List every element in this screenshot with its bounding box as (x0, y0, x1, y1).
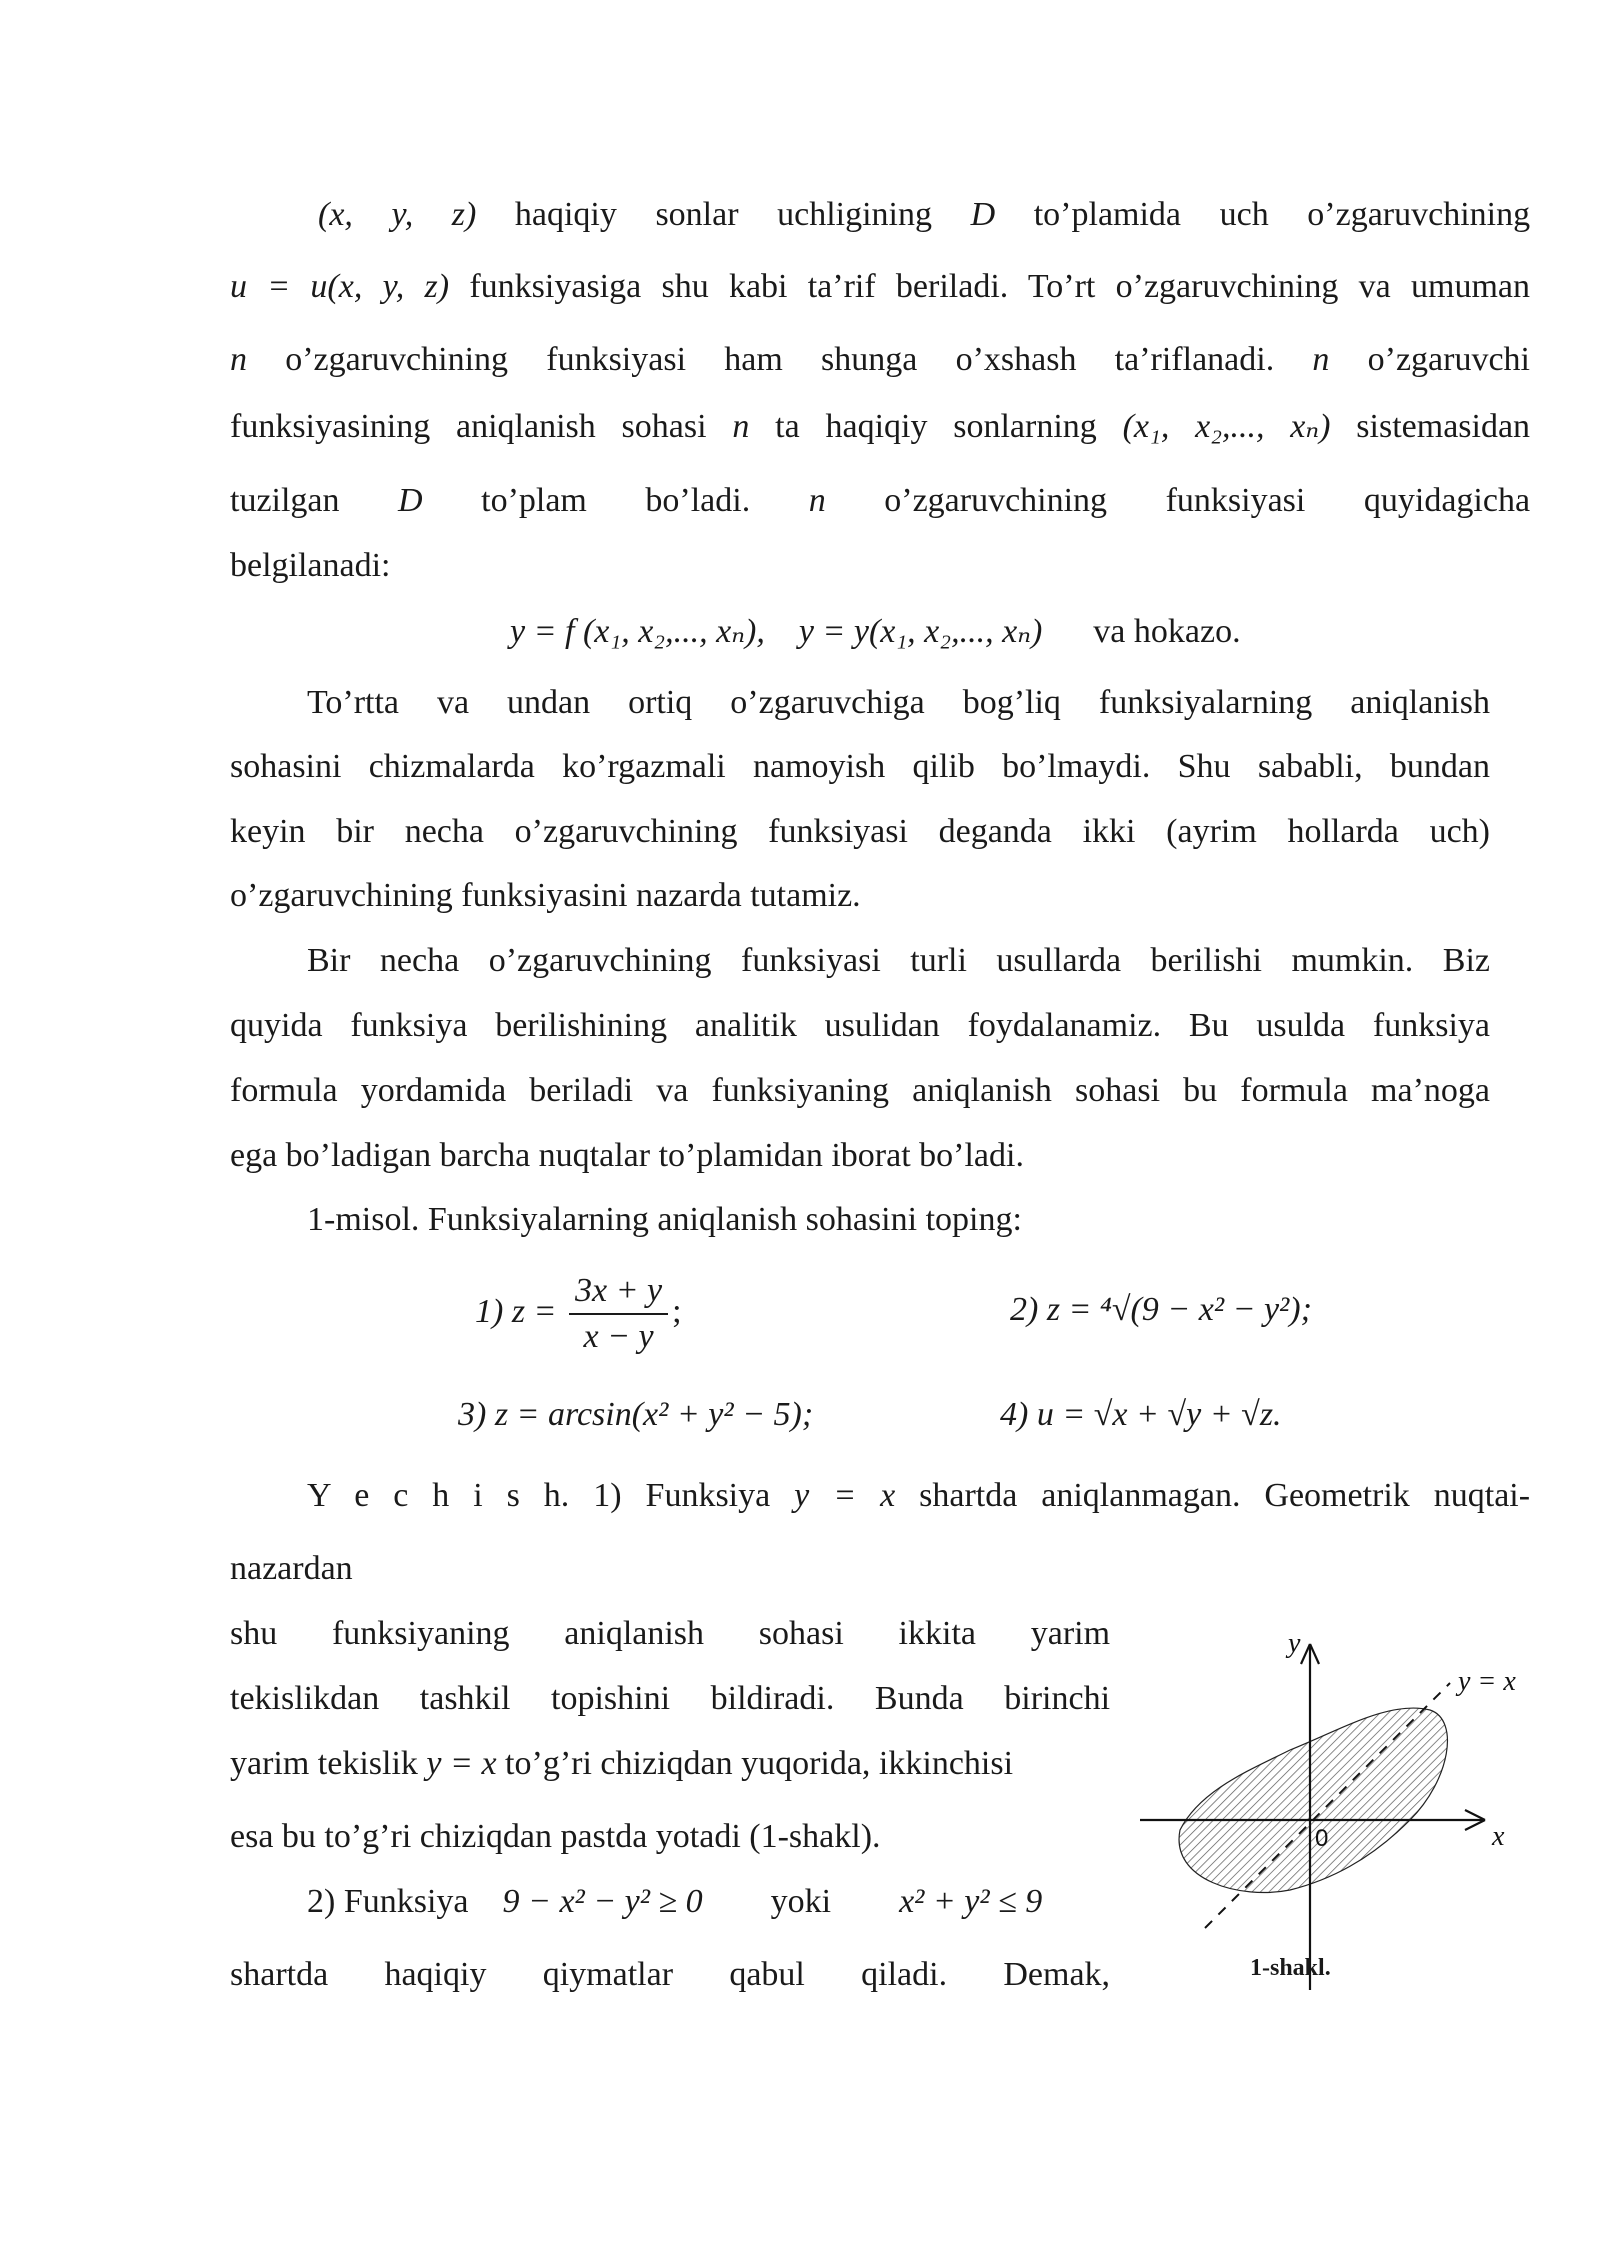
p3-line-4: ega bo’ladigan barcha nuqtalar to’plamidan iborat bo’ladi. (230, 1137, 1024, 1174)
word: yoki (770, 1883, 832, 1920)
p2-line-3: keyin bir necha o’zgaruvchining funksiyasi deganda ikki (ayrim hollarda uch) (230, 813, 1490, 850)
inequality-1: 9 − x² − y² ≥ 0 (502, 1883, 703, 1920)
solution-line-5 (230, 1744, 1110, 1784)
word: tuzilgan (230, 482, 340, 519)
word: o’zgaruvchining (1307, 196, 1531, 233)
p1-line-4 (230, 407, 1530, 447)
word: funksiyasi (1165, 482, 1306, 519)
p1-line-1 (318, 195, 1530, 235)
word: to’plamida (1033, 196, 1182, 233)
p3-line-3: formula yordamida beriladi va funksiyaning aniqlanish sohasi bu formula ma’noga (230, 1072, 1490, 1109)
set-d: D (398, 482, 423, 519)
word: shu (230, 1615, 278, 1652)
text-run: 1) Funksiya (593, 1477, 771, 1514)
word: aniqlanish (564, 1615, 705, 1652)
inequality-2: x² + y² ≤ 9 (899, 1883, 1043, 1920)
word: Demak, (1003, 1956, 1111, 1993)
equation-y-eq-x: y = x (426, 1745, 497, 1782)
p1-line-6: belgilanadi: (230, 547, 391, 584)
text-run: 2) Funksiya (307, 1883, 469, 1920)
p1-line-5 (230, 481, 1530, 521)
p2-line-2: sohasini chizmalarda ko’rgazmali namoyish qilib bo’lmaydi. Shu sababli, bundan (230, 748, 1490, 785)
word: o’xshash (955, 341, 1077, 378)
task-1-fraction (569, 1269, 668, 1359)
formula-y: y = y(x₁, x₂,..., xₙ) (798, 613, 1043, 650)
function-u: u = u(x, y, z) (230, 268, 450, 305)
text-run: yarim tekislik (230, 1745, 418, 1782)
solution-line-3 (230, 1614, 1110, 1654)
figure-caption: 1-shakl. (1250, 1955, 1331, 1981)
task-1-suffix: ; (672, 1293, 682, 1330)
axis-y-label: y (1288, 1630, 1301, 1659)
word: uch (1219, 196, 1269, 233)
word: o’zgaruvchi (1367, 341, 1531, 378)
tuple-x: (x₁, x₂,..., xₙ) (1122, 408, 1331, 445)
formula-tail: va hokazo. (1093, 613, 1241, 650)
word: qiladi. (861, 1956, 948, 1993)
word: yarim (1030, 1615, 1111, 1652)
word: Bunda (874, 1680, 964, 1717)
word: haqiqiy (384, 1956, 487, 1993)
equation-y-eq-x: y = x (794, 1477, 896, 1514)
word: o’zgaruvchining (285, 341, 509, 378)
text-run: haqiqiy sonlarning (825, 408, 1097, 445)
word: topishini (551, 1680, 671, 1717)
word: uchligining (777, 196, 933, 233)
solution-line-6: esa bu to’g’ri chiziqdan pastda yotadi (1-shakl). (230, 1818, 881, 1855)
word: o’zgaruvchining (884, 482, 1108, 519)
fraction-numerator: 3x + y (569, 1269, 668, 1315)
word: ham (724, 341, 783, 378)
line-label-y-eq-x: y = x (1458, 1666, 1516, 1697)
text-run: shartda aniqlanmagan. Geometrik nuqtai- (919, 1477, 1531, 1514)
formula-main (510, 612, 1410, 652)
word: funksiyasi (546, 341, 687, 378)
word: ta’riflanadi. (1114, 341, 1275, 378)
p3-line-2: quyida funksiya berilishining analitik usulidan foydalanamiz. Bu usulda funksiya (230, 1007, 1490, 1044)
var-n: n (732, 408, 750, 445)
word: haqiqiy (514, 196, 617, 233)
word: ikkita (898, 1615, 976, 1652)
text-run: to’g’ri chiziqdan yuqorida, ikkinchisi (505, 1745, 1014, 1782)
var-n: n (1312, 341, 1330, 378)
solution-line-2: nazardan (230, 1550, 353, 1587)
origin-label: 0 (1315, 1825, 1329, 1852)
var-n: n (230, 341, 247, 378)
word: sohasi (758, 1615, 844, 1652)
solution-line-1 (307, 1476, 1530, 1516)
figure-1-shakl (1140, 1630, 1540, 2000)
p2-line-1: To’rtta va undan ortiq o’zgaruvchiga bog’liq funksiyalarning aniqlanish (307, 684, 1490, 721)
task-2: 2) z = ⁴√(9 − x² − y²); (1010, 1291, 1312, 1328)
formula-f: y = f (x₁, x₂,..., xₙ), (510, 613, 765, 650)
p2-line-4: o’zgaruvchining funksiyasini nazarda tutamiz. (230, 877, 861, 914)
p1-line-2 (230, 267, 1530, 307)
task-1-prefix: 1) z = (475, 1293, 557, 1330)
word: qiymatlar (542, 1956, 674, 1993)
word: tashkil (419, 1680, 511, 1717)
tuple-xyz: (x, y, z) (318, 196, 477, 233)
var-n: n (808, 482, 826, 519)
p3-line-1: Bir necha o’zgaruvchining funksiyasi turli usullarda berilishi mumkin. Biz (307, 942, 1490, 979)
solution-label: Y e c h i s h. (307, 1477, 570, 1514)
word: bildiradi. (710, 1680, 835, 1717)
solution-line-4 (230, 1679, 1110, 1719)
word: tekislikdan (230, 1680, 380, 1717)
task-3: 3) z = arcsin(x² + y² − 5); (458, 1396, 814, 1433)
text-run: funksiyasiga shu kabi ta’rif beriladi. To’rt o’zgaruvchining va umuman (469, 268, 1530, 305)
word: birinchi (1004, 1680, 1111, 1717)
task-4: 4) u = √x + √y + √z. (1000, 1396, 1282, 1433)
word: shunga (821, 341, 918, 378)
word: quyidagicha (1363, 482, 1531, 519)
word: sistemasidan (1356, 408, 1531, 445)
word: shartda (230, 1956, 329, 1993)
task-1 (475, 1262, 875, 1362)
set-d: D (970, 196, 996, 233)
word: to’plam (481, 482, 587, 519)
text-run: funksiyasining aniqlanish sohasi (230, 408, 707, 445)
solution-line-7 (307, 1882, 1110, 1922)
word: funksiyaning (331, 1615, 510, 1652)
word: qabul (729, 1956, 805, 1993)
word: bo’ladi. (645, 482, 751, 519)
example-heading: 1-misol. Funksiyalarning aniqlanish sohasini toping: (307, 1201, 1022, 1238)
word: sonlar (655, 196, 739, 233)
axis-x-label: x (1492, 1821, 1505, 1852)
p1-line-3 (230, 340, 1530, 380)
fraction-denominator: x − y (583, 1318, 654, 1356)
solution-line-8 (230, 1955, 1110, 1995)
shaded-domain-region (1179, 1708, 1447, 1892)
word: ta (775, 408, 800, 445)
